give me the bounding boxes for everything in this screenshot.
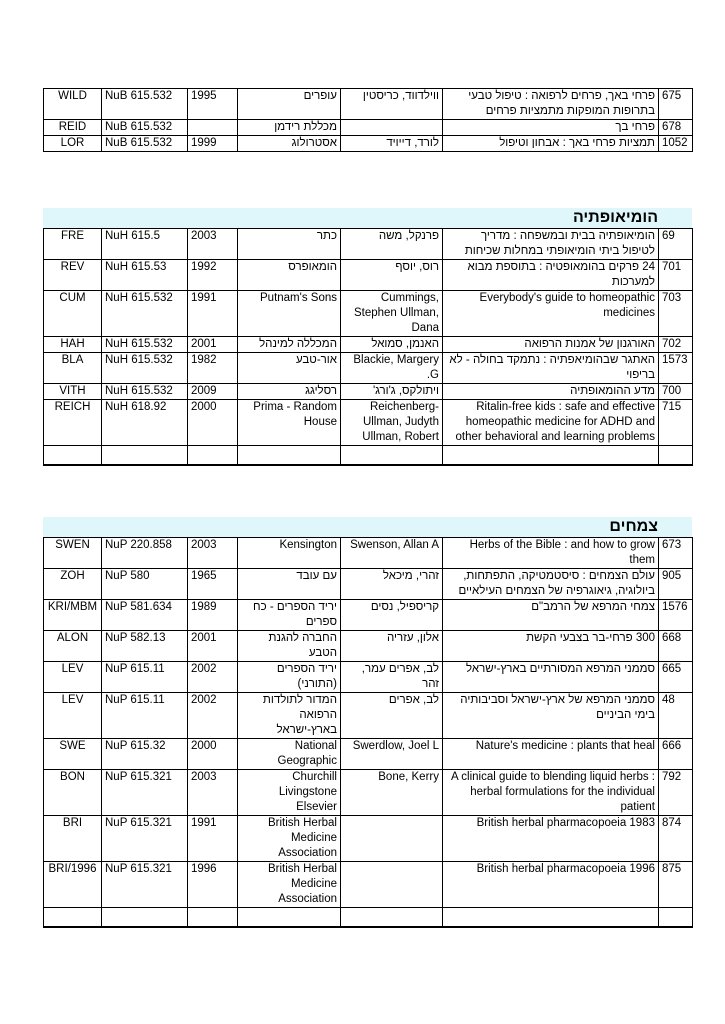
empty-cell — [188, 446, 238, 466]
call-number-cell: NuH 615.53 — [102, 260, 188, 291]
author-cell: האנמן, סמואל — [341, 337, 443, 353]
empty-cell — [341, 908, 443, 928]
publisher-cell: British Herbal Medicine Association — [238, 862, 341, 908]
section-header-bar — [43, 517, 692, 537]
publisher-cell: British Herbal Medicine Association — [238, 816, 341, 862]
call-number-cell: NuP 615.11 — [102, 693, 188, 739]
year-cell: 2001 — [188, 337, 238, 353]
author-cell: לורד, דייויד — [341, 136, 443, 152]
call-number-cell: NuH 618.92 — [102, 400, 188, 446]
table-row — [44, 136, 693, 152]
call-number-cell: NuB 615.532 — [102, 136, 188, 152]
book-title-cell: 24 פרקים בהומאופטיה : בתוספת מבוא למערכות — [443, 260, 659, 291]
table-row — [44, 862, 693, 908]
item-number-cell: 1576 — [659, 600, 693, 631]
item-number-cell: 715 — [659, 400, 693, 446]
publisher-cell: אסטרולוג — [238, 136, 341, 152]
empty-cell — [659, 446, 693, 466]
table-row — [44, 600, 693, 631]
book-title-cell: פרחי באך, פרחים לרפואה : טיפול טבעי בתרופות המופקות מתמציות פרחים — [443, 89, 659, 120]
publisher-cell: Putnam's Sons — [238, 291, 341, 337]
item-number-cell: 678 — [659, 120, 693, 136]
publisher-cell: Prima - Random House — [238, 400, 341, 446]
table-end-row — [44, 908, 693, 928]
empty-cell — [443, 446, 659, 466]
publisher-cell: המכללה למינהל — [238, 337, 341, 353]
book-title-cell: Nature's medicine : plants that heal — [443, 739, 659, 770]
year-cell: 2003 — [188, 538, 238, 569]
shelf-code-cell: REV — [44, 260, 102, 291]
item-number-cell: 665 — [659, 662, 693, 693]
call-number-cell: NuH 615.532 — [102, 384, 188, 400]
item-number-cell: 874 — [659, 816, 693, 862]
shelf-code-cell: SWEN — [44, 538, 102, 569]
table-row — [44, 569, 693, 600]
item-number-cell: 905 — [659, 569, 693, 600]
year-cell: 2001 — [188, 631, 238, 662]
empty-cell — [102, 908, 188, 928]
book-title-cell: צמחי המרפא של הרמב"ם — [443, 600, 659, 631]
book-title-cell: עולם הצמחים : סיסטמטיקה, התפתחות, ביולוגיה, גיאוגרפיה של הצמחים העילאיים — [443, 569, 659, 600]
year-cell: 1991 — [188, 816, 238, 862]
publisher-cell: מכללת רידמן — [238, 120, 341, 136]
call-number-cell: NuP 615.321 — [102, 816, 188, 862]
item-number-cell: 1573 — [659, 353, 693, 384]
call-number-cell: NuP 615.321 — [102, 862, 188, 908]
author-cell: רוס, יוסף — [341, 260, 443, 291]
catalog-table — [43, 537, 693, 928]
year-cell: 1965 — [188, 569, 238, 600]
call-number-cell: NuP 580 — [102, 569, 188, 600]
year-cell: 1995 — [188, 89, 238, 120]
year-cell: 2000 — [188, 400, 238, 446]
shelf-code-cell: REID — [44, 120, 102, 136]
year-cell: 1989 — [188, 600, 238, 631]
year-cell: 1992 — [188, 260, 238, 291]
year-cell: 2003 — [188, 770, 238, 816]
author-cell: פרנקל, משה — [341, 229, 443, 260]
year-cell: 2002 — [188, 693, 238, 739]
empty-cell — [102, 446, 188, 466]
year-cell: 2000 — [188, 739, 238, 770]
call-number-cell: NuP 220.858 — [102, 538, 188, 569]
section-header-bar — [43, 208, 692, 228]
shelf-code-cell: HAH — [44, 337, 102, 353]
shelf-code-cell: LEV — [44, 693, 102, 739]
year-cell — [188, 120, 238, 136]
table-row — [44, 120, 693, 136]
author-cell — [341, 120, 443, 136]
shelf-code-cell: WILD — [44, 89, 102, 120]
book-title-cell: British herbal pharmacopoeia 1996 — [443, 862, 659, 908]
section-title: הומיאופתיה — [572, 209, 658, 226]
call-number-cell: NuP 582.13 — [102, 631, 188, 662]
call-number-cell: NuP 581.634 — [102, 600, 188, 631]
table-row — [44, 816, 693, 862]
shelf-code-cell: CUM — [44, 291, 102, 337]
item-number-cell: 703 — [659, 291, 693, 337]
item-number-cell: 700 — [659, 384, 693, 400]
book-title-cell: Ritalin-free kids : safe and effective homeopathic medicine for ADHD and other behavioral and learning problems — [443, 400, 659, 446]
empty-cell — [659, 908, 693, 928]
table-end-row — [44, 446, 693, 466]
call-number-cell: NuP 615.11 — [102, 662, 188, 693]
call-number-cell: NuB 615.532 — [102, 89, 188, 120]
table-row — [44, 89, 693, 120]
author-cell: Bone, Kerry — [341, 770, 443, 816]
author-cell: זהרי, מיכאל — [341, 569, 443, 600]
author-cell: Swerdlow, Joel L — [341, 739, 443, 770]
catalog-table — [43, 228, 693, 466]
author-cell: ויתולקס, ג'ורג' — [341, 384, 443, 400]
author-cell: ווילדווד, כריסטין — [341, 89, 443, 120]
year-cell: 2009 — [188, 384, 238, 400]
author-cell: Blackie, Margery G. — [341, 353, 443, 384]
author-cell: לב, אפרים עמר, זהר — [341, 662, 443, 693]
year-cell: 2003 — [188, 229, 238, 260]
publisher-cell: כתר — [238, 229, 341, 260]
publisher-cell: המדור לתולדות הרפואה בארץ-ישראל — [238, 693, 341, 739]
publisher-cell: עם עובד — [238, 569, 341, 600]
empty-cell — [341, 446, 443, 466]
item-number-cell: 69 — [659, 229, 693, 260]
shelf-code-cell: KRI/MBM — [44, 600, 102, 631]
table-row — [44, 693, 693, 739]
book-title-cell: האתגר שבהומיאפתיה : נתמקד בחולה - לא בריפוי — [443, 353, 659, 384]
table-row — [44, 400, 693, 446]
publisher-cell: יריד הספרים (התורני) — [238, 662, 341, 693]
publisher-cell: National Geographic — [238, 739, 341, 770]
book-title-cell: Everybody's guide to homeopathic medicines — [443, 291, 659, 337]
item-number-cell: 48 — [659, 693, 693, 739]
book-title-cell: סממני המרפא המסורתיים בארץ-ישראל — [443, 662, 659, 693]
shelf-code-cell: ALON — [44, 631, 102, 662]
table-row — [44, 662, 693, 693]
author-cell — [341, 862, 443, 908]
item-number-cell: 1052 — [659, 136, 693, 152]
table-row — [44, 337, 693, 353]
author-cell: Cummings, Stephen Ullman, Dana — [341, 291, 443, 337]
item-number-cell: 701 — [659, 260, 693, 291]
call-number-cell: NuH 615.532 — [102, 353, 188, 384]
book-title-cell: פרחי בך — [443, 120, 659, 136]
table-row — [44, 631, 693, 662]
item-number-cell: 702 — [659, 337, 693, 353]
call-number-cell: NuB 615.532 — [102, 120, 188, 136]
shelf-code-cell: LEV — [44, 662, 102, 693]
item-number-cell: 666 — [659, 739, 693, 770]
catalog-section-bach — [43, 88, 692, 152]
table-row — [44, 384, 693, 400]
call-number-cell: NuH 615.532 — [102, 291, 188, 337]
author-cell: אלון, עזריה — [341, 631, 443, 662]
section-title: צמחים — [609, 518, 658, 535]
empty-cell — [44, 908, 102, 928]
shelf-code-cell: FRE — [44, 229, 102, 260]
table-row — [44, 291, 693, 337]
empty-cell — [44, 446, 102, 466]
empty-cell — [188, 908, 238, 928]
shelf-code-cell: VITH — [44, 384, 102, 400]
book-title-cell: סממני המרפא של ארץ-ישראל וסביבותיה בימי הביניים — [443, 693, 659, 739]
book-title-cell: 300 פרחי-בר בצבעי הקשת — [443, 631, 659, 662]
catalog-section-plants — [43, 517, 692, 928]
author-cell: קריספיל, נסים — [341, 600, 443, 631]
call-number-cell: NuH 615.5 — [102, 229, 188, 260]
table-row — [44, 229, 693, 260]
publisher-cell: Churchill Livingstone Elsevier — [238, 770, 341, 816]
author-cell: לב, אפרים — [341, 693, 443, 739]
book-title-cell: תמציות פרחי באך : אבחון וטיפול — [443, 136, 659, 152]
shelf-code-cell: ZOH — [44, 569, 102, 600]
call-number-cell: NuH 615.532 — [102, 337, 188, 353]
item-number-cell: 792 — [659, 770, 693, 816]
publisher-cell: הומאופרס — [238, 260, 341, 291]
item-number-cell: 875 — [659, 862, 693, 908]
empty-cell — [238, 908, 341, 928]
book-title-cell: האורגנון של אמנות הרפואה — [443, 337, 659, 353]
year-cell: 1999 — [188, 136, 238, 152]
book-title-cell: הומיאופתיה בבית ובמשפחה : מדריך לטיפול ביתי הומיאופתי במחלות שכיחות — [443, 229, 659, 260]
book-title-cell: מדע ההומאופתיה — [443, 384, 659, 400]
shelf-code-cell: BON — [44, 770, 102, 816]
publisher-cell: Kensington — [238, 538, 341, 569]
item-number-cell: 668 — [659, 631, 693, 662]
catalog-table — [43, 88, 693, 152]
call-number-cell: NuP 615.32 — [102, 739, 188, 770]
item-number-cell: 675 — [659, 89, 693, 120]
year-cell: 1991 — [188, 291, 238, 337]
publisher-cell: עופרים — [238, 89, 341, 120]
shelf-code-cell: REICH — [44, 400, 102, 446]
empty-cell — [443, 908, 659, 928]
year-cell: 1996 — [188, 862, 238, 908]
year-cell: 1982 — [188, 353, 238, 384]
empty-cell — [238, 446, 341, 466]
shelf-code-cell: BLA — [44, 353, 102, 384]
author-cell: Swenson, Allan A — [341, 538, 443, 569]
year-cell: 2002 — [188, 662, 238, 693]
author-cell: Reichenberg-Ullman, Judyth Ullman, Robert — [341, 400, 443, 446]
shelf-code-cell: BRI — [44, 816, 102, 862]
table-row — [44, 353, 693, 384]
publisher-cell: החברה להגנת הטבע — [238, 631, 341, 662]
author-cell — [341, 816, 443, 862]
book-title-cell: British herbal pharmacopoeia 1983 — [443, 816, 659, 862]
table-row — [44, 739, 693, 770]
publisher-cell: יריד הספרים - כח ספרים — [238, 600, 341, 631]
table-row — [44, 260, 693, 291]
book-title-cell: A clinical guide to blending liquid herbs : herbal formulations for the individual patient — [443, 770, 659, 816]
table-row — [44, 770, 693, 816]
table-row — [44, 538, 693, 569]
publisher-cell: אור-טבע — [238, 353, 341, 384]
shelf-code-cell: SWE — [44, 739, 102, 770]
book-title-cell: Herbs of the Bible : and how to grow them — [443, 538, 659, 569]
catalog-section-homeopathy — [43, 208, 692, 466]
call-number-cell: NuP 615.321 — [102, 770, 188, 816]
shelf-code-cell: LOR — [44, 136, 102, 152]
shelf-code-cell: BRI/1996 — [44, 862, 102, 908]
publisher-cell: רסליגג — [238, 384, 341, 400]
item-number-cell: 673 — [659, 538, 693, 569]
